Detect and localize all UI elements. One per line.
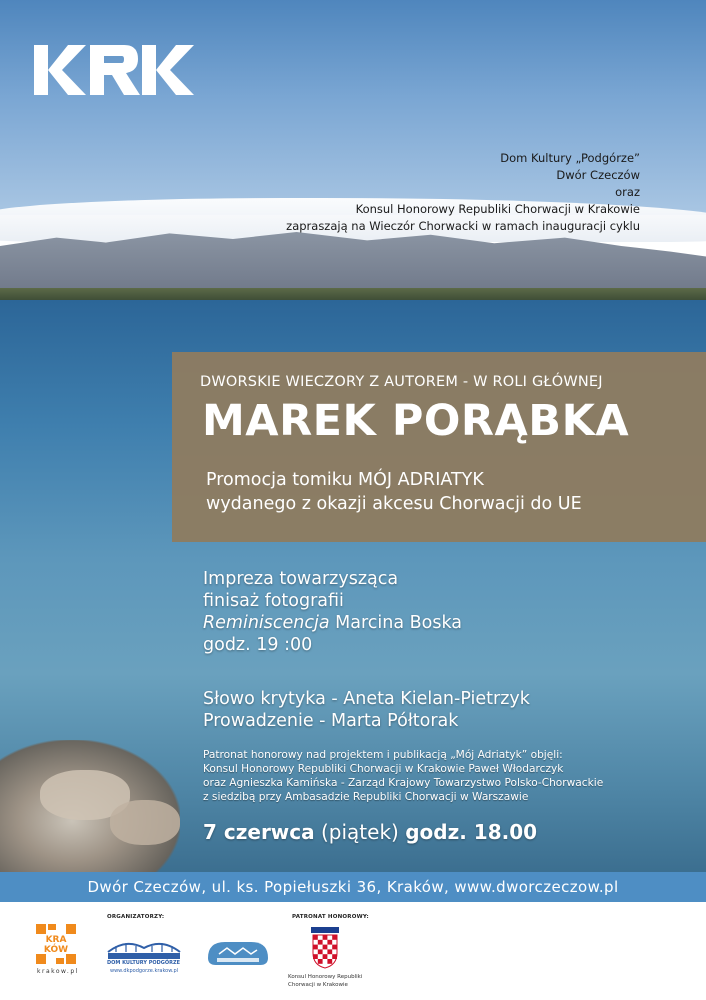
dom-kultury-url: www.dkpodgorze.krakow.pl [110,968,179,974]
date-weekday: (piątek) [314,820,406,844]
invitation-text [180,150,640,235]
organizers-label: ORGANIZATORZY: [107,914,165,920]
patronage-line: z siedzibą przy Ambasadzie Republiki Chorwacji w Warszawie [203,791,529,803]
date-day: 7 czerwca [203,820,315,844]
series-title: DWORSKIE WIECZORY Z AUTOREM - W ROLI GŁÓWNEJ [200,374,603,390]
dom-kultury-logo-text: DOM KULTURY PODGÓRZE [107,960,181,966]
invitation-line: Konsul Honorowy Republiki Chorwacji w Krakowie [355,202,640,216]
invitation-line: Dwór Czeczów [556,168,640,182]
event-panel [172,352,706,542]
consul-label-line: Konsul Honorowy Republiki [288,974,363,980]
patronage-line: Patronat honorowy nad projektem i publikacją „Mój Adriatyk” objęli: [203,749,563,761]
rock [110,800,180,845]
author-name: MAREK PORĄBKA [202,396,630,446]
footer [0,902,706,1000]
krk-logo [34,45,194,95]
patronage-line: Konsul Honorowy Republiki Chorwacji w Krakowie Paweł Włodarczyk [203,763,564,775]
promotion-text [206,468,582,516]
event-line: Impreza towarzysząca [203,569,399,589]
svg-text:KÓW: KÓW [43,945,69,955]
exhibition-title-italic: Reminiscencja [203,613,330,633]
krakow-url: krakow.pl [37,968,79,975]
patronage-text [203,748,603,804]
dwor-czeczow-logo [205,938,271,968]
invitation-line: oraz [615,185,640,199]
event-date [203,820,537,844]
credits [203,688,530,732]
exhibition-author: Marcina Boska [329,613,463,633]
promotion-line: wydanego z okazji akcesu Chorwacji do UE [206,494,582,514]
patronage-label: PATRONAT HONOROWY: [292,914,369,920]
krakow-logo [34,922,78,966]
address-bar: Dwór Czeczów, ul. ks. Popiełuszki 36, Kraków, www.dworczeczow.pl [0,872,706,902]
invitation-line: zapraszają na Wieczór Chorwacki w ramach inauguracji cyklu [286,219,640,233]
exhibition-title [203,612,462,634]
patronage-line: oraz Agnieszka Kamińska - Zarząd Krajowy Towarzystwo Polsko-Chorwackie [203,777,604,789]
svg-text:KRA: KRA [45,935,67,945]
accompanying-event [203,568,462,656]
croatia-coat-of-arms-icon [310,927,340,969]
consul-label-line: Chorwacji w Krakowie [288,982,348,988]
event-time: godz. 19 :00 [203,635,313,655]
shoreline [0,288,706,300]
critic-line: Słowo krytyka - Aneta Kielan-Pietrzyk [203,689,530,709]
promotion-line: Promocja tomiku MÓJ ADRIATYK [206,470,484,490]
host-line: Prowadzenie - Marta Półtorak [203,711,459,731]
event-line: finisaż fotografii [203,591,344,611]
invitation-line: Dom Kultury „Podgórze” [500,151,640,165]
dom-kultury-podgorze-logo [106,938,182,960]
date-time: godz. 18.00 [405,820,538,844]
